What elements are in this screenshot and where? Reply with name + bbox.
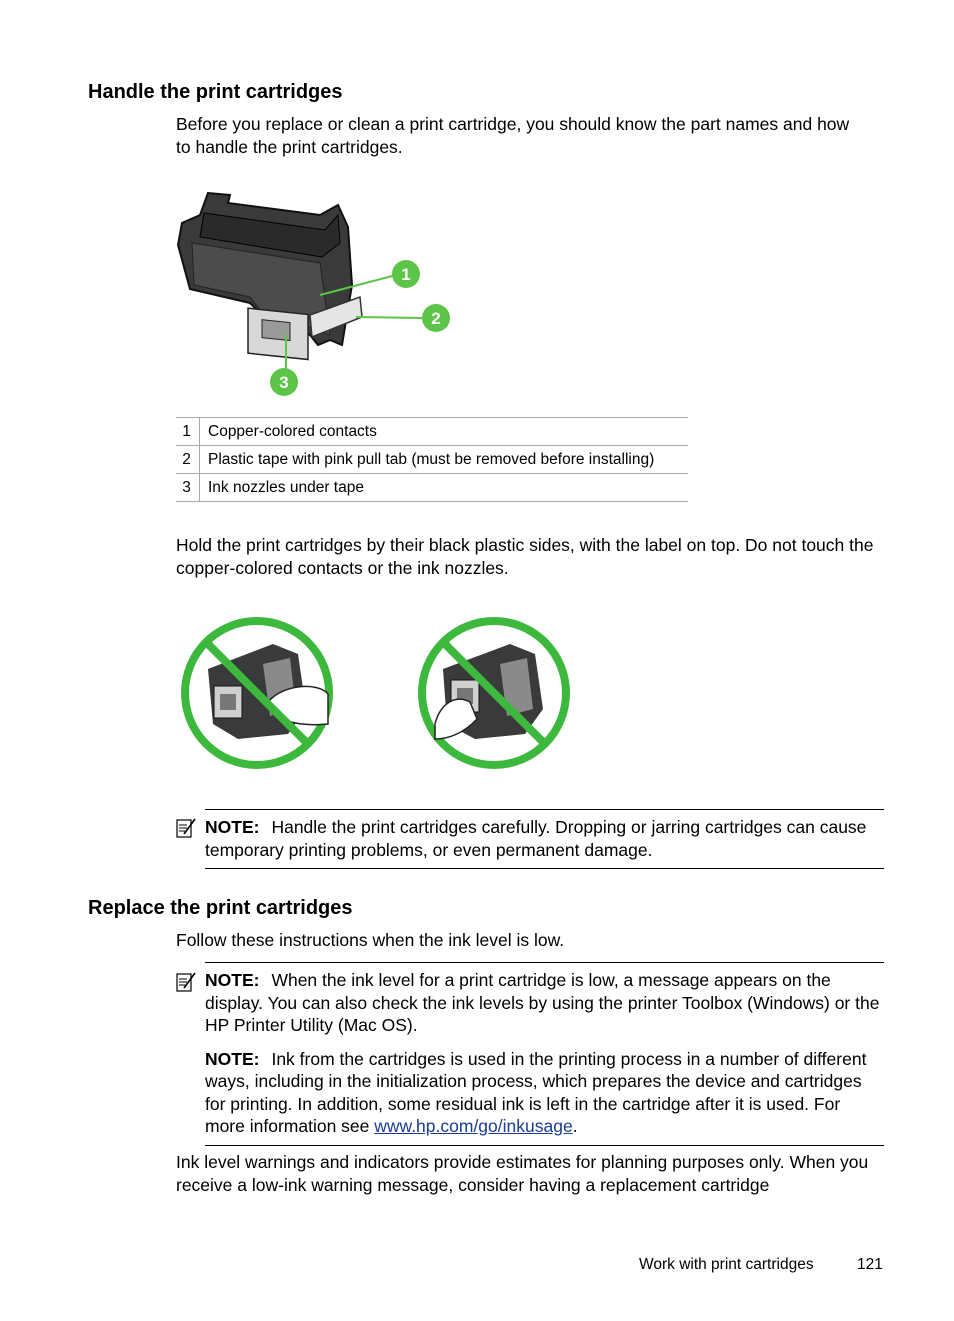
note-paragraph <box>205 816 884 861</box>
do-not-touch-nozzles-illustration <box>415 614 573 772</box>
part-number: 1 <box>176 418 200 446</box>
part-description: Plastic tape with pink pull tab (must be removed before installing) <box>200 446 689 474</box>
note-text: When the ink level for a print cartridge is low, a message appears on the display. You can also check the ink levels by using the printer Toolbox (Windows) or the HP Printer Utility (Mac OS). <box>205 970 880 1035</box>
footer-section-title: Work with print cartridges <box>639 1256 814 1273</box>
do-not-touch-contacts-illustration <box>178 614 336 772</box>
note-paragraph <box>205 1048 884 1138</box>
section-heading-handle: Handle the print cartridges <box>88 81 343 103</box>
note-icon <box>174 970 198 994</box>
note-text-end: . <box>572 1116 578 1136</box>
warning-paragraph: Ink level warnings and indicators provide estimates for planning purposes only. When you receive a low-ink warning message, consider having a replacement cartridge <box>176 1152 869 1195</box>
note-label: NOTE: <box>205 817 260 837</box>
section-heading-replace: Replace the print cartridges <box>88 897 353 919</box>
hold-paragraph: Hold the print cartridges by their black plastic sides, with the label on top. Do not touch the copper-colored contacts or the ink nozzles. <box>176 535 874 578</box>
callout-1: 1 <box>401 265 411 284</box>
table-row <box>176 474 688 502</box>
part-number: 2 <box>176 446 200 474</box>
note-text: Ink from the cartridges is used in the printing process in a number of different ways, including in the initialization process, which prepares the device and cartridges for printing. In addition, some residual ink is left in the cartridge after it is used. For more information see <box>205 1048 867 1136</box>
replace-intro-paragraph: Follow these instructions when the ink level is low. <box>176 930 565 950</box>
part-description: Copper-colored contacts <box>200 418 689 446</box>
note-label: NOTE: <box>205 970 260 990</box>
part-description: Ink nozzles under tape <box>200 474 689 502</box>
part-number: 3 <box>176 474 200 502</box>
callout-3: 3 <box>279 373 289 392</box>
note-box-ink-level <box>205 962 884 1146</box>
parts-table <box>176 417 688 502</box>
table-row <box>176 418 688 446</box>
note-box-handle-carefully <box>205 809 884 869</box>
note-text: Handle the print cartridges carefully. Dropping or jarring cartridges can cause temporary printing problems, or even permanent damage. <box>205 817 867 860</box>
note-paragraph <box>205 969 884 1037</box>
note-label: NOTE: <box>205 1048 260 1069</box>
footer-page-number: 121 <box>857 1256 883 1273</box>
table-row <box>176 446 688 474</box>
note-icon <box>174 816 198 840</box>
cartridge-diagram <box>170 185 460 400</box>
inkusage-link[interactable]: www.hp.com/go/inkusage <box>374 1116 573 1136</box>
callout-2: 2 <box>431 309 441 328</box>
intro-paragraph: Before you replace or clean a print cartridge, you should know the part names and how to handle the print cartridges. <box>176 114 850 157</box>
